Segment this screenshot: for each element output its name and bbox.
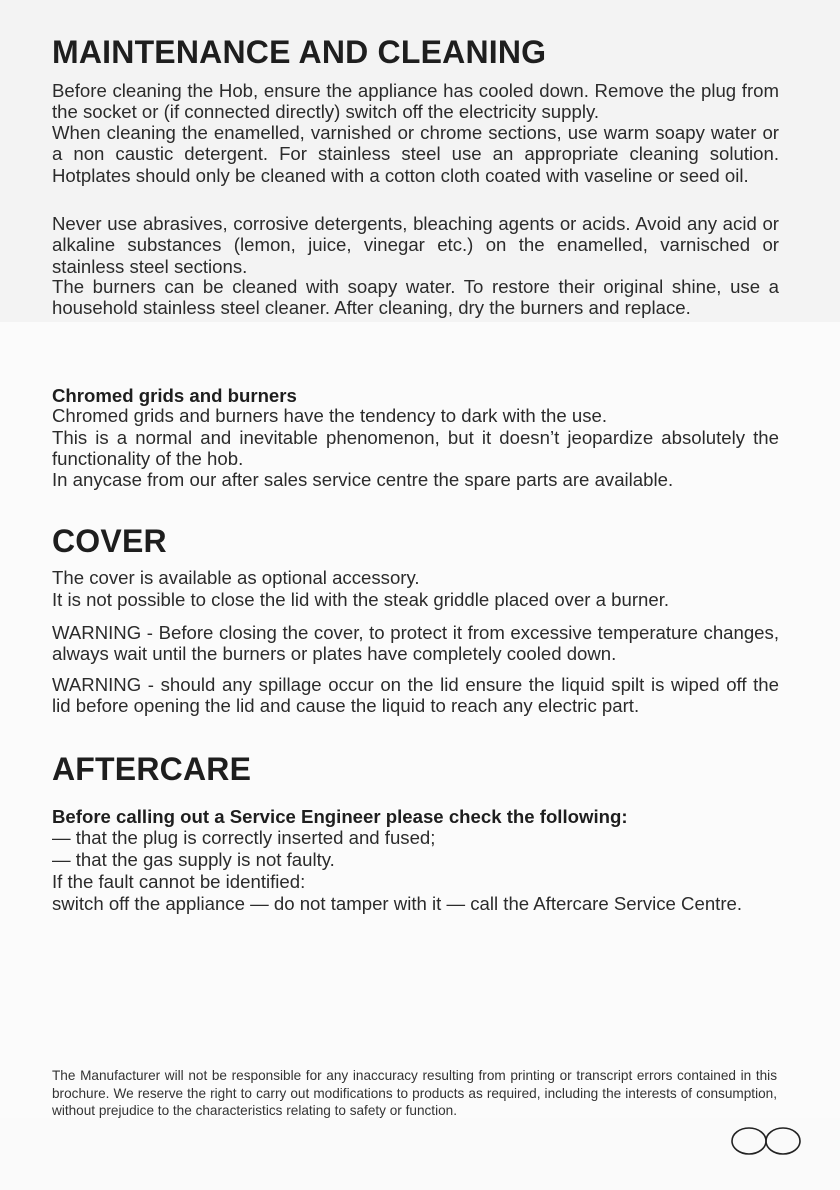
chromed-paragraph-1: Chromed grids and burners have the tendency to dark with the use. xyxy=(52,405,608,426)
double-oval-language-icon xyxy=(729,1125,803,1157)
bottom-shaded-band xyxy=(0,1118,840,1190)
aftercare-subtitle: Before calling out a Service Engineer please check the following: xyxy=(52,806,628,827)
maintenance-paragraph-1: Before cleaning the Hob, ensure the appliance has cooled down. Remove the plug from the socket or (if connected directly) switch off the electricity supply. xyxy=(52,80,779,123)
cover-warning-2: WARNING - should any spillage occur on the lid ensure the liquid spilt is wiped off the lid before opening the lid and cause the liquid to reach any electric part. xyxy=(52,674,779,717)
footer-disclaimer: The Manufacturer will not be responsible for any inaccuracy resulting from printing or transcript errors contained in this brochure. We reserve the right to carry out modifications to products as required, including the interests of consumption, without prejudice to the characteristics relating to safety or function. xyxy=(52,1068,777,1118)
cover-paragraph-2: It is not possible to close the lid with the steak griddle placed over a burner. xyxy=(52,589,670,610)
aftercare-check-1: — that the plug is correctly inserted and fused; xyxy=(52,827,436,848)
maintenance-title: MAINTENANCE AND CLEANING xyxy=(52,34,547,70)
cover-paragraph-1: The cover is available as optional accessory. xyxy=(52,567,420,588)
aftercare-title: AFTERCARE xyxy=(52,751,252,787)
maintenance-paragraph-4: The burners can be cleaned with soapy water. To restore their original shine, use a household stainless steel cleaner. After cleaning, dry the burners and replace. xyxy=(52,276,779,319)
aftercare-check-2: — that the gas supply is not faulty. xyxy=(52,849,335,870)
maintenance-paragraph-2: When cleaning the enamelled, varnished or chrome sections, use warm soapy water or a non caustic detergent. For stainless steel use an appropriate cleaning solution. Hotplates should only be cleaned with a cotton cloth coated with vaseline or seed oil. xyxy=(52,122,779,186)
chromed-paragraph-3: In anycase from our after sales service centre the spare parts are available. xyxy=(52,469,674,490)
chromed-subtitle: Chromed grids and burners xyxy=(52,385,297,406)
cover-warning-1: WARNING - Before closing the cover, to protect it from excessive temperature changes, always wait until the burners or plates have completely cooled down. xyxy=(52,622,779,665)
chromed-paragraph-2: This is a normal and inevitable phenomenon, but it doesn’t jeopardize absolutely the functionality of the hob. xyxy=(52,427,779,470)
aftercare-line-4: switch off the appliance — do not tamper with it — call the Aftercare Service Centre. xyxy=(52,893,743,914)
maintenance-paragraph-3: Never use abrasives, corrosive detergents, bleaching agents or acids. Avoid any acid or alkaline substances (lemon, juice, vinegar etc.) on the enamelled, varnisched or stainless steel sections. xyxy=(52,213,779,277)
aftercare-line-3: If the fault cannot be identified: xyxy=(52,871,306,892)
cover-title: COVER xyxy=(52,523,167,559)
